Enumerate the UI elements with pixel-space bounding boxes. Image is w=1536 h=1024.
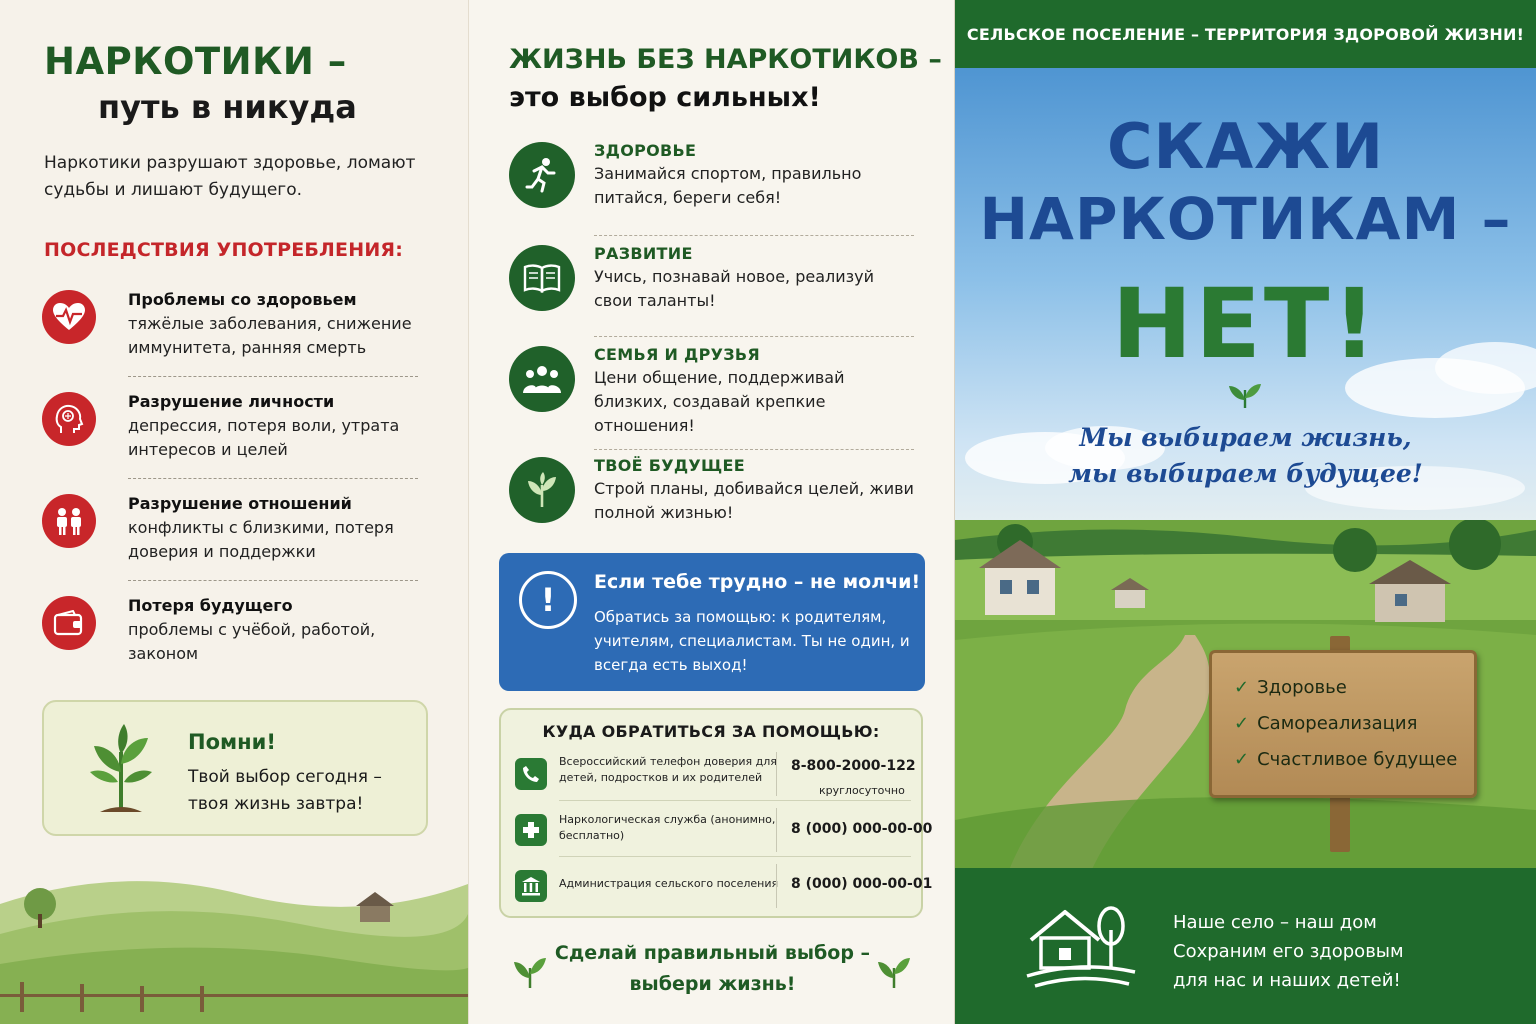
help-title: Если тебе трудно – не молчи!	[594, 571, 921, 593]
people-icon	[509, 346, 575, 412]
bottom-line: Наше село – наш дом	[1173, 912, 1377, 933]
contact-phone[interactable]: 8-800-2000-122	[791, 758, 916, 774]
bottom-line: для нас и наших детей!	[1173, 970, 1401, 991]
contacts-title: КУДА ОБРАТИТЬСЯ ЗА ПОМОЩЬЮ:	[542, 722, 880, 741]
consequence-title: Разрушение личности	[128, 392, 335, 411]
advantage-title: ТВОЁ БУДУЩЕЕ	[594, 456, 745, 475]
advantage-desc: Цени общение, поддерживай близких, создавай крепкие отношения!	[594, 368, 845, 435]
contact-phone[interactable]: 8 (000) 000-00-01	[791, 876, 933, 892]
consequence-desc: проблемы с учёбой, работой, законом	[128, 620, 376, 663]
advantage-title: ЗДОРОВЬЕ	[594, 141, 697, 160]
consequence-item	[42, 596, 432, 692]
contact-row	[513, 858, 933, 914]
consequence-desc: конфликты с близкими, потеря доверия и поддержки	[128, 518, 394, 561]
brain-head-icon	[42, 392, 96, 446]
remember-box	[42, 700, 428, 836]
slogan-line2: мы выбираем будущее!	[1068, 459, 1423, 488]
divider	[128, 580, 418, 581]
consequence-desc: тяжёлые заболевания, снижение иммунитета, ранняя смерть	[128, 314, 412, 357]
sign-item	[1234, 749, 1457, 770]
divider	[776, 752, 777, 796]
bottom-text	[1173, 908, 1513, 995]
divider	[559, 800, 911, 801]
divider	[128, 478, 418, 479]
help-callout	[499, 553, 925, 691]
headline-line3: НЕТ!	[1111, 268, 1380, 380]
consequence-item	[42, 392, 432, 488]
left-panel	[0, 0, 468, 1024]
sign-item-label: Здоровье	[1257, 677, 1347, 698]
cover-panel	[955, 0, 1536, 1024]
advantage-desc: Строй планы, добивайся целей, живи полной жизнью!	[594, 479, 914, 522]
sign-item	[1234, 713, 1417, 734]
contact-row	[513, 802, 933, 858]
consequence-desc: депрессия, потеря воли, утрата интересов и целей	[128, 416, 400, 459]
exclamation-icon: !	[519, 571, 577, 629]
phone-icon	[515, 758, 547, 790]
sign-item	[1234, 677, 1347, 698]
sign-item-label: Самореализация	[1257, 713, 1418, 734]
sprout-icon	[875, 950, 913, 990]
heart-pulse-icon	[42, 290, 96, 344]
village-logo-icon	[1025, 900, 1137, 990]
sign-item-label: Счастливое будущее	[1257, 749, 1458, 770]
advantage-title: РАЗВИТИЕ	[594, 244, 693, 263]
remember-title: Помни!	[188, 730, 276, 754]
bottom-banner	[955, 868, 1536, 1024]
book-icon	[509, 245, 575, 311]
panel1-title-line2: путь в никуда	[98, 88, 357, 126]
plant-icon	[78, 722, 164, 822]
countryside-illustration	[0, 844, 468, 1024]
middle-panel	[468, 0, 955, 1024]
wallet-icon	[42, 596, 96, 650]
checkmark-icon: ✓	[1234, 713, 1250, 734]
consequence-title: Разрушение отношений	[128, 494, 352, 513]
contact-name: Наркологическая служба (анонимно, бесплатно)	[559, 813, 776, 842]
government-building-icon	[515, 870, 547, 902]
consequence-item	[42, 290, 432, 386]
top-banner: СЕЛЬСКОЕ ПОСЕЛЕНИЕ – ТЕРРИТОРИЯ ЗДОРОВОЙ ЖИЗНИ!	[955, 0, 1536, 68]
contact-name: Администрация сельского поселения	[559, 877, 779, 890]
advantage-desc: Занимайся спортом, правильно питайся, береги себя!	[594, 164, 862, 207]
divider	[128, 376, 418, 377]
cta-line2: выбери жизнь!	[629, 973, 796, 995]
divider	[776, 864, 777, 908]
help-text: Обратись за помощью: к родителям, учителям, специалистам. Ты не один, и всегда есть выход!	[594, 608, 910, 674]
bottom-line: Сохраним его здоровым	[1173, 941, 1404, 962]
contact-name: Всероссийский телефон доверия для детей, подростков и их родителей	[559, 755, 777, 784]
checkmark-icon: ✓	[1234, 749, 1250, 770]
consequence-title: Проблемы со здоровьем	[128, 290, 357, 309]
sprout-icon	[511, 950, 549, 990]
divider	[594, 449, 914, 450]
headline-line1: СКАЖИ	[1107, 110, 1384, 183]
panel1-intro: Наркотики разрушают здоровье, ломают судьбы и лишают будущего.	[44, 153, 416, 200]
family-icon	[42, 494, 96, 548]
panel2-title-line1: ЖИЗНЬ БЕЗ НАРКОТИКОВ –	[509, 44, 942, 75]
checkmark-icon: ✓	[1234, 677, 1250, 698]
contacts-box	[499, 708, 933, 918]
cta-line1: Сделай правильный выбор –	[554, 942, 871, 964]
contact-row	[513, 746, 916, 802]
slogan-line1: Мы выбираем жизнь,	[1079, 423, 1412, 452]
sprout-icon	[509, 457, 575, 523]
divider	[776, 808, 777, 852]
consequences-heading: ПОСЛЕДСТВИЯ УПОТРЕБЛЕНИЯ:	[44, 239, 404, 261]
contact-phone[interactable]: 8 (000) 000-00-00	[791, 821, 933, 837]
divider	[559, 856, 911, 857]
runner-icon	[509, 142, 575, 208]
remember-text: Твой выбор сегодня – твоя жизнь завтра!	[188, 767, 382, 814]
divider	[594, 235, 914, 236]
contact-note: круглосуточно	[819, 784, 905, 797]
advantage-title: СЕМЬЯ И ДРУЗЬЯ	[594, 345, 761, 364]
divider	[594, 336, 914, 337]
headline-line2: НАРКОТИКАМ –	[979, 185, 1512, 253]
panel1-title-line1: НАРКОТИКИ –	[44, 40, 347, 83]
advantage-desc: Учись, познавай новое, реализуй свои таланты!	[594, 267, 875, 310]
sprout-icon	[1225, 376, 1265, 410]
panel2-title-line2: это выбор сильных!	[509, 82, 821, 113]
wooden-sign	[1209, 650, 1477, 798]
consequence-title: Потеря будущего	[128, 596, 293, 615]
medical-cross-icon	[515, 814, 547, 846]
slogan	[955, 420, 1536, 492]
consequence-item	[42, 494, 432, 590]
